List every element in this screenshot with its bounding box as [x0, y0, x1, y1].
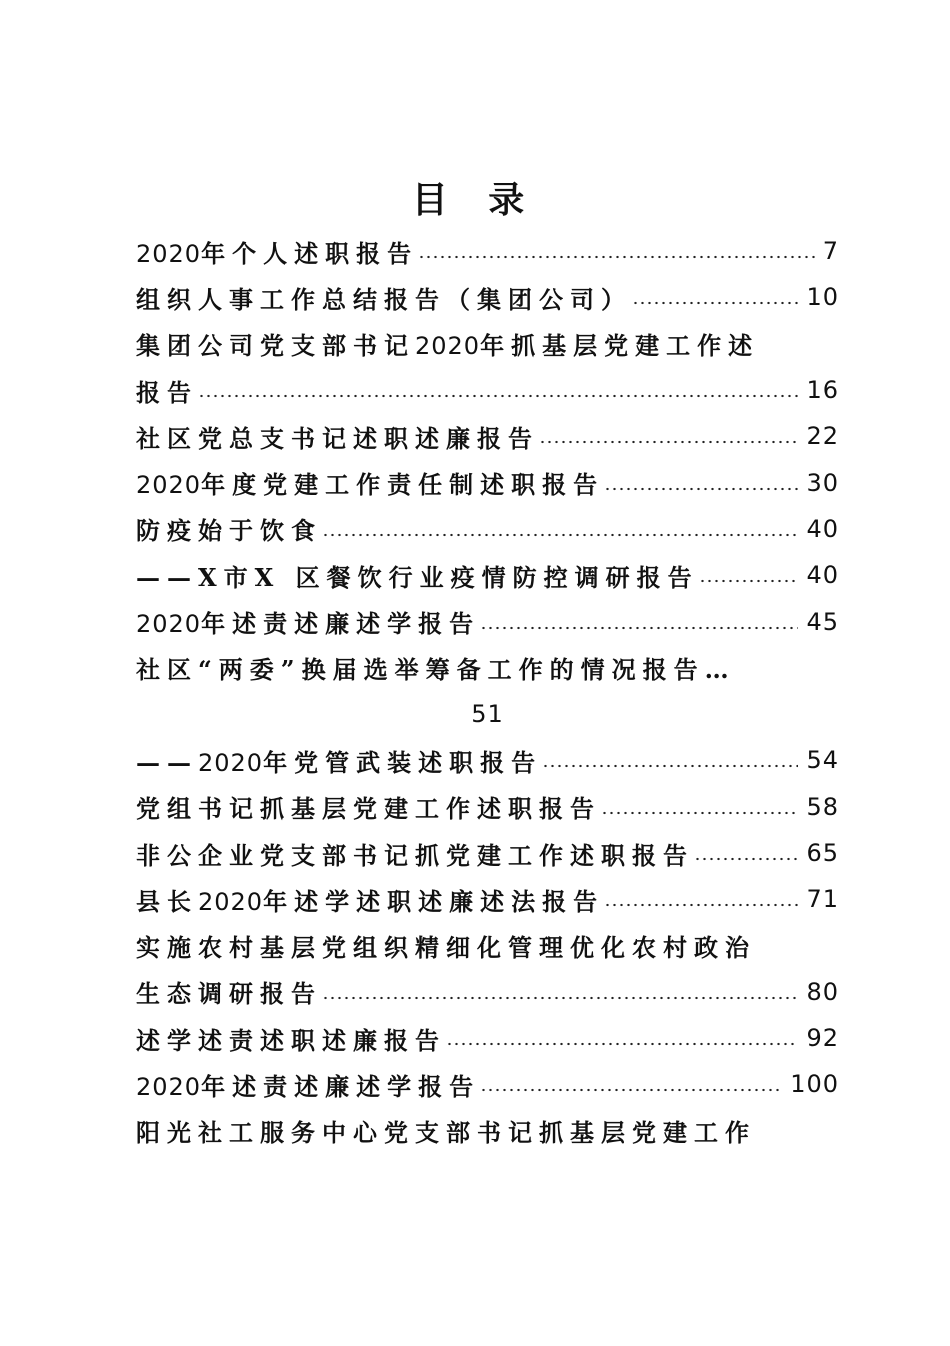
toc-entry-title: 2020年个人述职报告 [136, 238, 419, 268]
toc-entry-page: 80 [806, 977, 839, 1006]
toc-entry[interactable] [136, 506, 839, 552]
toc-entry-page: 40 [806, 514, 839, 543]
toc-entry-title: 2020年述责述廉述学报告 [136, 1071, 481, 1101]
toc-entry-page: 92 [806, 1024, 839, 1053]
toc-entry-title: 组织人事工作总结报告（集团公司） [136, 284, 632, 314]
toc-entry[interactable] [136, 552, 839, 598]
leader-dots [604, 471, 798, 495]
toc-entry[interactable] [136, 367, 839, 413]
toc-entry-title: 集团公司党支部书记2020年抓基层党建工作述 [136, 331, 760, 361]
toc-entry-page: 54 [806, 746, 839, 775]
toc-entry[interactable] [136, 321, 839, 367]
toc-entry-page: 40 [806, 561, 839, 590]
leader-dots [322, 980, 798, 1004]
leader-dots [604, 887, 798, 911]
toc-entry[interactable] [136, 413, 839, 459]
leader-dots [418, 239, 815, 263]
toc-entry[interactable] [136, 1108, 839, 1154]
toc-entry-page: 58 [806, 792, 839, 821]
leader-dots [694, 841, 798, 865]
leader-dots [322, 517, 798, 541]
toc-entry-title: 县长2020年述学述职述廉述法报告 [136, 886, 605, 916]
leader-dots [198, 378, 798, 402]
leader-dots [632, 285, 798, 309]
toc-entry[interactable] [136, 1061, 839, 1107]
leader-dots [601, 795, 798, 819]
toc-entry[interactable] [136, 598, 839, 644]
toc-entry-title: ——X市X 区餐饮行业疫情防控调研报告 [136, 562, 699, 592]
toc-entry-page: 7 [822, 237, 839, 266]
toc-entry-title: 防疫始于饮食 [136, 516, 322, 546]
toc-entry-page: 22 [806, 422, 839, 451]
toc-entry[interactable] [136, 228, 839, 274]
toc-entry-title: 社区党总支书记述职述廉报告 [136, 423, 539, 453]
toc-entry-page-line[interactable] [136, 691, 839, 737]
toc-entry-title: 实施农村基层党组织精细化管理优化农村政治 [136, 933, 756, 963]
leader-dots [480, 610, 798, 634]
toc-entry-title: 生态调研报告 [136, 979, 322, 1009]
toc-entry-page: 100 [790, 1070, 839, 1099]
toc-entry-page: 71 [806, 885, 839, 914]
toc-entry[interactable] [136, 969, 839, 1015]
toc-entry[interactable] [136, 784, 839, 830]
toc-entry-title: 党组书记抓基层党建工作述职报告 [136, 794, 601, 824]
toc-entry-page: 65 [806, 839, 839, 867]
toc-entry-page: 45 [806, 607, 839, 636]
toc-entry[interactable] [136, 876, 839, 922]
leader-dots [480, 1072, 782, 1096]
toc-entry-title: 2020年述责述廉述学报告 [136, 609, 481, 639]
toc-entry-title: 述学述责述职述廉报告 [136, 1025, 446, 1055]
table-of-contents [136, 228, 839, 1154]
toc-entry-page: 30 [806, 468, 839, 497]
toc-entry-title: 阳光社工服务中心党支部书记抓基层党建工作 [136, 1118, 756, 1148]
toc-entry-title: ——2020年党管武装述职报告 [136, 747, 543, 777]
toc-entry-page: 51 [471, 700, 504, 729]
toc-entry-title: 社区“两委”换届选举筹备工作的情况报告… [136, 655, 736, 685]
toc-entry-title: 报告 [136, 377, 198, 407]
toc-entry-page: 10 [806, 283, 839, 312]
toc-entry-page: 16 [806, 376, 839, 405]
leader-dots [542, 748, 798, 772]
toc-entry[interactable] [136, 737, 839, 783]
leader-dots [539, 424, 798, 448]
toc-entry-title: 非公企业党支部书记抓党建工作述职报告 [136, 840, 694, 870]
leader-dots [446, 1026, 798, 1050]
toc-entry[interactable] [136, 922, 839, 968]
toc-entry[interactable] [136, 830, 839, 876]
toc-entry[interactable] [136, 459, 839, 505]
toc-entry[interactable] [136, 274, 839, 320]
toc-entry[interactable] [136, 645, 839, 691]
toc-title: 目 录 [411, 179, 539, 221]
toc-entry-title: 2020年度党建工作责任制述职报告 [136, 470, 605, 500]
toc-entry[interactable] [136, 1015, 839, 1061]
leader-dots [699, 563, 799, 587]
